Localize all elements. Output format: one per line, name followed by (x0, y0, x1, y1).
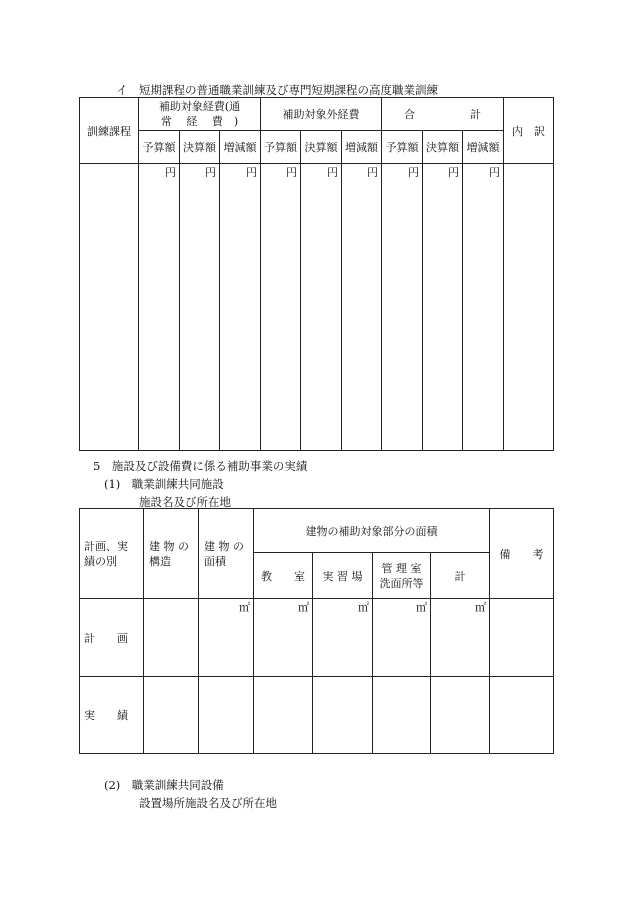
subheader-settled: 決算額 (180, 131, 220, 164)
cell-area[interactable] (431, 677, 490, 754)
table-row (80, 599, 554, 677)
header-breakdown: 内 訳 (504, 98, 554, 164)
header-subsidized-line1: 補助対象経費(通 (158, 100, 241, 113)
cell-area[interactable] (313, 677, 373, 754)
section-title: イ 短期課程の普通職業訓練及び専門短期課程の高度職業訓練 (116, 83, 438, 97)
subheader-settled: 決算額 (423, 131, 463, 164)
subheader-budget: 予算額 (139, 131, 180, 164)
subheader-change: 増減額 (342, 131, 382, 164)
cell-course[interactable] (80, 164, 139, 451)
cell-amount[interactable] (220, 164, 261, 451)
subheader-change: 増減額 (463, 131, 504, 164)
cell-area[interactable] (313, 599, 373, 677)
header-classroom: 教 室 (254, 553, 313, 599)
cell-amount[interactable] (139, 164, 180, 451)
cell-amount[interactable] (342, 164, 382, 451)
cell-area[interactable] (431, 599, 490, 677)
header-structure-line2: 構造 (149, 554, 171, 568)
table-row (80, 164, 554, 451)
cell-area[interactable] (254, 677, 313, 754)
header-plan-line2: 績の別 (84, 554, 117, 568)
cell-amount[interactable] (301, 164, 342, 451)
header-building-structure (144, 509, 199, 599)
header-subsidized-cost (139, 98, 261, 131)
training-cost-table (79, 97, 554, 451)
table-row (80, 677, 554, 754)
subsection-2-title: (2) 職業訓練共同設備 (104, 778, 224, 792)
header-mgmt-line1: 管 理 室 (381, 561, 422, 575)
header-subsidized-line2: 常 経 費 ) (160, 115, 239, 128)
header-building-area (199, 509, 254, 599)
header-area-line1: 建 物 の (204, 539, 244, 553)
cell-breakdown[interactable] (504, 164, 554, 451)
subheader-change: 増減額 (220, 131, 261, 164)
yen-unit: 円 (205, 166, 216, 179)
header-management-room (373, 553, 431, 599)
facility-name-caption: 施設名及び所在地 (139, 495, 231, 509)
header-training-course: 訓練課程 (80, 98, 139, 164)
sqm-unit: ㎡ (239, 601, 250, 614)
header-practice-room: 実 習 場 (313, 553, 373, 599)
sqm-unit: ㎡ (298, 601, 309, 614)
row-label-actual: 実 績 (80, 677, 144, 754)
cell-structure[interactable] (144, 677, 199, 754)
subheader-settled: 決算額 (301, 131, 342, 164)
cell-area[interactable] (373, 677, 431, 754)
header-notes: 備 考 (490, 509, 554, 599)
cell-amount[interactable] (382, 164, 423, 451)
cell-area[interactable] (199, 599, 254, 677)
cell-area[interactable] (199, 677, 254, 754)
header-total: 合 計 (382, 98, 504, 131)
yen-unit: 円 (367, 166, 379, 179)
cell-area[interactable] (254, 599, 313, 677)
cell-notes[interactable] (490, 677, 554, 754)
yen-unit: 円 (408, 166, 420, 179)
yen-unit: 円 (448, 166, 460, 179)
yen-unit: 円 (246, 166, 258, 179)
cell-amount[interactable] (261, 164, 301, 451)
cell-amount[interactable] (463, 164, 504, 451)
facility-table (79, 508, 554, 754)
yen-unit: 円 (165, 166, 176, 179)
header-area-line2: 面積 (204, 554, 226, 568)
sqm-unit: ㎡ (475, 601, 486, 614)
header-structure-line1: 建 物 の (149, 539, 189, 553)
yen-unit: 円 (489, 166, 501, 179)
equipment-location-caption: 設置場所施設名及び所在地 (139, 796, 277, 810)
cell-amount[interactable] (180, 164, 220, 451)
subsection-1-title: (1) 職業訓練共同施設 (104, 477, 224, 491)
cell-area[interactable] (373, 599, 431, 677)
section-5-title: 5 施設及び設備費に係る補助事業の実績 (93, 459, 308, 473)
header-plan-actual (80, 509, 144, 599)
cell-amount[interactable] (423, 164, 463, 451)
yen-unit: 円 (286, 166, 298, 179)
header-plan-line1: 計画、実 (84, 539, 128, 553)
yen-unit: 円 (327, 166, 339, 179)
row-label-plan: 計 画 (80, 599, 144, 677)
subheader-budget: 予算額 (382, 131, 423, 164)
cell-notes[interactable] (490, 599, 554, 677)
cell-structure[interactable] (144, 599, 199, 677)
header-subsidy-area: 建物の補助対象部分の面積 (254, 509, 490, 553)
subheader-budget: 予算額 (261, 131, 301, 164)
header-mgmt-line2: 洗面所等 (379, 576, 424, 590)
header-total: 計 (431, 553, 490, 599)
header-non-subsidized-cost: 補助対象外経費 (261, 98, 382, 131)
sqm-unit: ㎡ (416, 601, 427, 614)
sqm-unit: ㎡ (358, 601, 369, 614)
